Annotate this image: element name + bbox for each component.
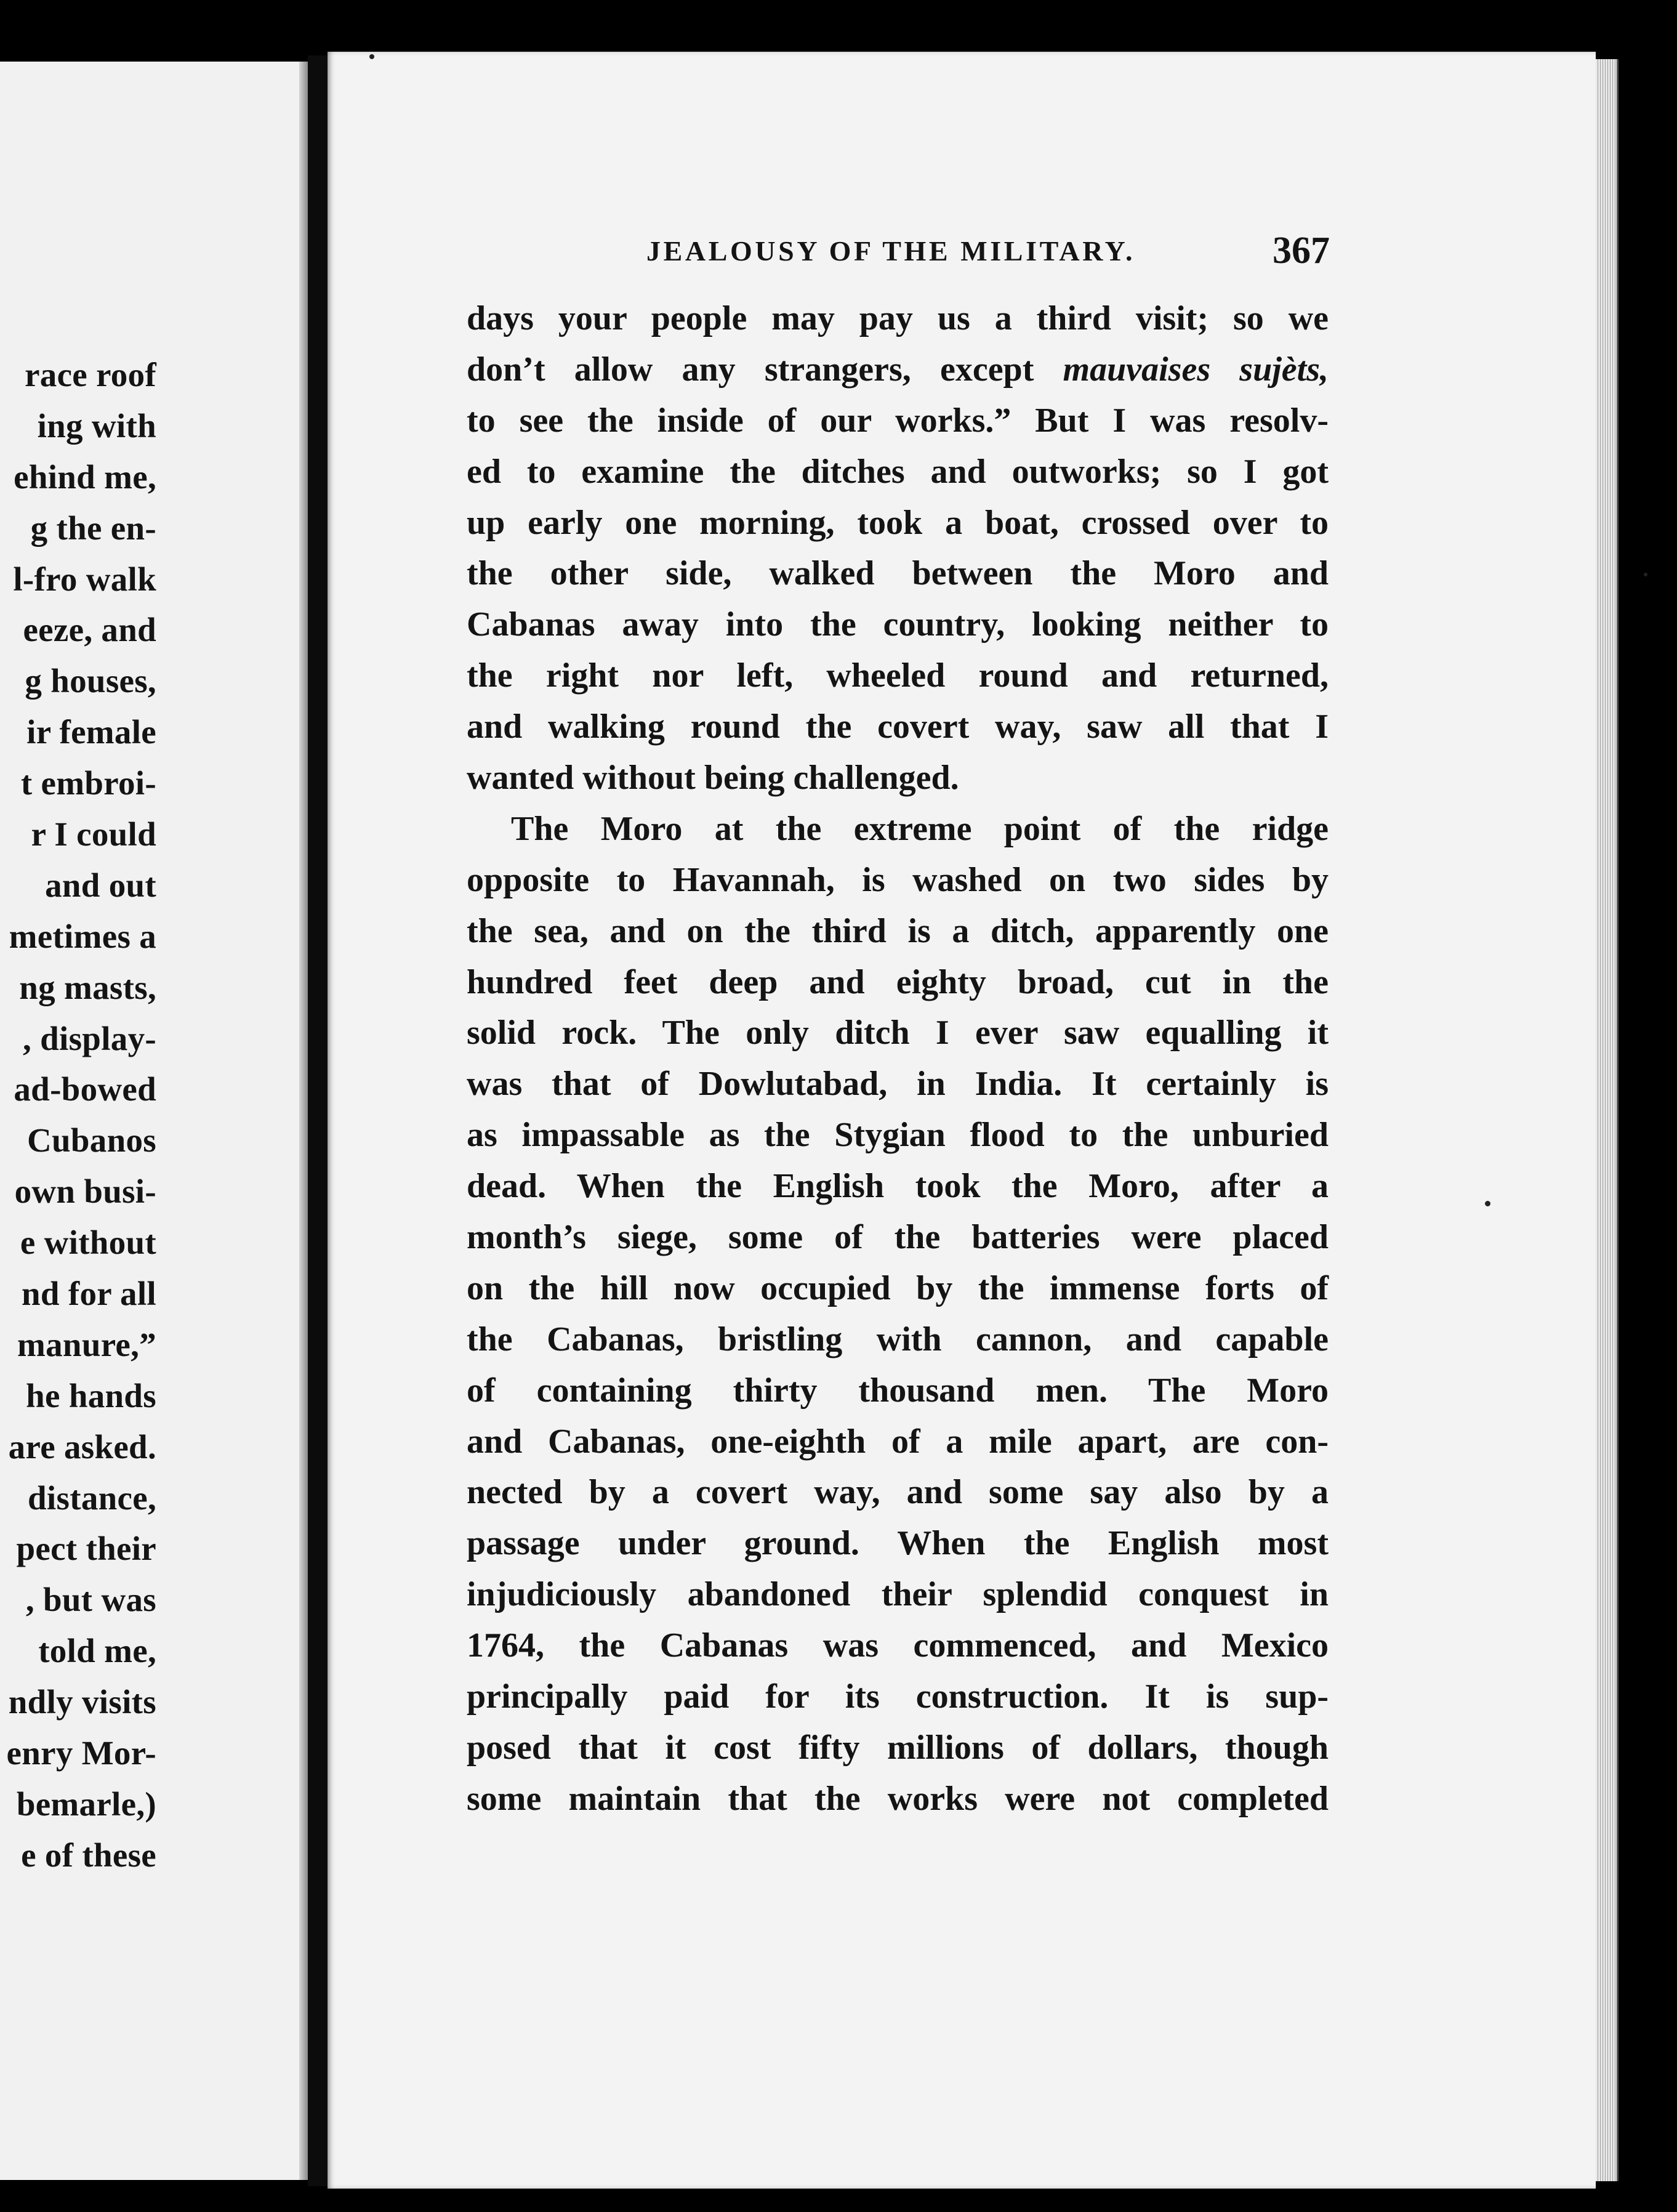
body-line: injudiciously abandoned their splendid conquest in <box>467 1575 1329 1614</box>
left-page-line: bemarle,) <box>16 1785 156 1823</box>
body-line: days your people may pay us a third visit; so we <box>467 299 1329 337</box>
body-line: The Moro at the extreme point of the ridge <box>511 809 1329 848</box>
body-line: posed that it cost fifty millions of dollars, though <box>467 1728 1329 1767</box>
body-line: hundred feet deep and eighty broad, cut in the <box>467 963 1329 1001</box>
body-line: dead. When the English took the Moro, after a <box>467 1167 1329 1206</box>
left-page-line: g the en- <box>30 509 156 547</box>
left-page <box>0 62 308 2180</box>
left-page-line: told me, <box>38 1632 156 1670</box>
left-page-line: , display- <box>23 1019 156 1057</box>
left-page-line: own busi- <box>14 1173 156 1211</box>
body-line: the right nor left, wheeled round and returned, <box>467 656 1329 695</box>
body-line: some maintain that the works were not completed <box>467 1779 1329 1818</box>
running-title: JEALOUSY OF THE MILITARY. <box>646 235 1136 267</box>
left-page-line: nd for all <box>22 1275 156 1313</box>
left-page-line: ing with <box>37 406 156 445</box>
left-page-line: l-fro walk <box>13 560 156 598</box>
page-number: 367 <box>1273 230 1330 272</box>
left-page-line: enry Mor- <box>6 1734 156 1772</box>
body-line: opposite to Havannah, is washed on two sides by <box>467 860 1329 899</box>
left-page-line: eeze, and <box>23 611 156 649</box>
body-line: ed to examine the ditches and outworks; so I got <box>467 452 1329 491</box>
left-page-line: race roof <box>25 356 156 394</box>
left-page-line: r I could <box>31 815 156 854</box>
body-line <box>467 344 1329 395</box>
left-page-line: e of these <box>21 1836 156 1874</box>
body-line: wanted without being challenged. <box>467 759 959 797</box>
scan-speck <box>369 54 374 59</box>
left-page-line: are asked. <box>8 1427 156 1466</box>
left-page-line: ng masts, <box>19 968 156 1006</box>
body-line: nected by a covert way, and some say also by a <box>467 1473 1329 1512</box>
body-line: of containing thirty thousand men. The Moro <box>467 1371 1329 1410</box>
body-line: was that of Dowlutabad, in India. It certainly is <box>467 1065 1329 1104</box>
left-page-line: and out <box>45 866 156 904</box>
left-page-text <box>0 350 156 1881</box>
body-line: principally paid for its construction. It is sup- <box>467 1677 1329 1716</box>
body-line: passage under ground. When the English most <box>467 1524 1329 1563</box>
body-line: as impassable as the Stygian flood to the unburied <box>467 1116 1329 1155</box>
body-line: month’s siege, some of the batteries were placed <box>467 1218 1329 1257</box>
body-line: and Cabanas, one-eighth of a mile apart, are con- <box>467 1422 1329 1461</box>
body-line: the sea, and on the third is a ditch, apparently one <box>467 911 1329 950</box>
italic-phrase: mauvaises sujèts, <box>1063 350 1329 389</box>
body-line: to see the inside of our works.” But I was resolv- <box>467 401 1329 440</box>
left-page-gutter-shadow <box>299 62 308 2180</box>
running-head <box>646 230 1330 273</box>
right-page-body-text <box>467 293 1329 1825</box>
left-page-line: manure,” <box>17 1325 156 1363</box>
left-page-line: , but was <box>25 1581 156 1619</box>
body-line: the other side, walked between the Moro and <box>467 554 1329 593</box>
left-page-line: Cubanos <box>27 1121 156 1160</box>
body-line: solid rock. The only ditch I ever saw equalling it <box>467 1014 1329 1052</box>
left-page-line: e without <box>20 1224 156 1262</box>
scan-speck <box>1644 573 1647 576</box>
left-page-line: pect their <box>16 1530 156 1568</box>
left-page-line: ehind me, <box>14 458 156 496</box>
left-page-line: t embroi- <box>20 764 156 802</box>
body-line: Cabanas away into the country, looking neither to <box>467 605 1329 644</box>
body-line: up early one morning, took a boat, crossed over to <box>467 503 1329 542</box>
left-page-line: distance, <box>28 1479 156 1517</box>
left-page-line: g houses, <box>25 662 156 700</box>
body-line: and walking round the covert way, saw all that I <box>467 708 1329 746</box>
left-page-line: metimes a <box>9 917 156 955</box>
scan-speck <box>1485 1201 1490 1206</box>
page-edges <box>1596 59 1619 2181</box>
body-line: on the hill now occupied by the immense forts of <box>467 1269 1329 1307</box>
body-line: the Cabanas, bristling with cannon, and capable <box>467 1320 1329 1358</box>
left-page-line: he hands <box>26 1376 156 1415</box>
left-page-line: ad-bowed <box>14 1070 156 1108</box>
left-page-line: ndly visits <box>8 1683 156 1721</box>
left-page-line: ir female <box>26 713 156 751</box>
body-line: 1764, the Cabanas was commenced, and Mexico <box>467 1626 1329 1665</box>
body-line-text: don’t allow any strangers, except <box>467 350 1063 389</box>
